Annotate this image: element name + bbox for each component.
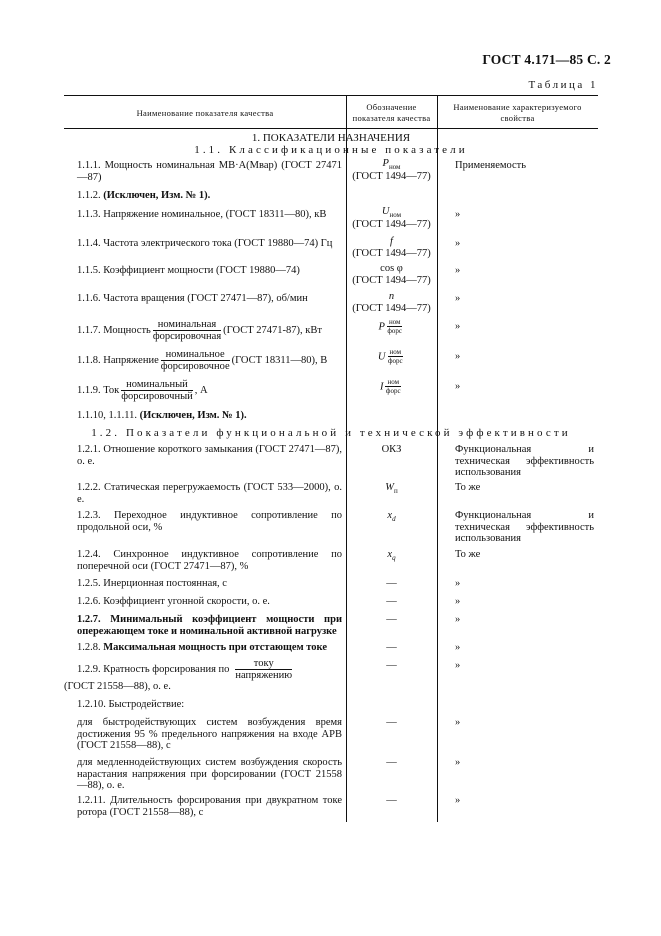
table-row: 1.2.6. Коэффициент угонной скорости, о. е. bbox=[77, 596, 270, 607]
symbol-cell: — bbox=[386, 795, 397, 806]
symbol-cell: — bbox=[386, 642, 397, 653]
column-header-property: Наименование характеризуемого свойства bbox=[453, 102, 582, 123]
table-row: 1.1.5. Коэффициент мощности (ГОСТ 19880—74) bbox=[77, 265, 300, 276]
property-cell: » bbox=[455, 578, 461, 589]
section-title: 1. ПОКАЗАТЕЛИ НАЗНАЧЕНИЯ bbox=[251, 132, 411, 144]
property-cell: » bbox=[455, 293, 461, 304]
table-row: 1.1.3. Напряжение номинальное, (ГОСТ 18311—80), кВ bbox=[77, 209, 327, 220]
symbol-cell: I $\frac{\text{ном}}{\text{форс}}$ bbox=[379, 378, 401, 395]
symbol-cell: $U_{ном}$ (ГОСТ 1494—77) bbox=[352, 206, 431, 230]
property-cell: То же bbox=[455, 482, 481, 493]
column-header-symbol: Обозначение показателя качества bbox=[352, 102, 431, 123]
property-cell: » bbox=[455, 642, 461, 653]
symbol-cell: — bbox=[386, 757, 397, 768]
subsection-title-1-1: 1.1. Классификационные показатели bbox=[194, 144, 468, 156]
property-cell: » bbox=[455, 660, 461, 671]
property-cell: » bbox=[455, 757, 461, 768]
table-row: 1.2.8. Максимальная мощность при отстающем токе bbox=[77, 642, 328, 653]
property-cell: Функциональная и техническая эффективность использования bbox=[455, 444, 594, 478]
property-cell: » bbox=[455, 717, 461, 728]
property-cell: » bbox=[455, 265, 461, 276]
symbol-cell: f (ГОСТ 1494—77) bbox=[352, 236, 431, 259]
symbol-cell: n (ГОСТ 1494—77) bbox=[352, 291, 431, 314]
table-row: 1.1.9. Ток $\frac{\text{номинальный}}{\text{форсировочный}}$ , А bbox=[77, 379, 208, 402]
table-row: 1.1.10, 1.1.11. (Исключен, Изм. № 1). bbox=[77, 410, 247, 421]
table-row: 1.1.7. Мощность $\frac{\text{номинальная}}{\text{форсировочная}}$ (ГОСТ 27471-87), кВт bbox=[77, 319, 322, 342]
table-row: 1.2.7. Минимальный коэффициент мощности при опережающем токе и номинальной активной нагрузке bbox=[77, 614, 342, 637]
property-cell: » bbox=[455, 351, 461, 362]
property-cell: » bbox=[455, 614, 461, 625]
symbol-cell: — bbox=[386, 578, 397, 589]
symbol-cell: $W_п$ bbox=[385, 482, 398, 495]
table-row: 1.2.1. Отношение короткого замыкания (ГОСТ 27471—87), о. е. bbox=[77, 444, 342, 467]
property-cell: » bbox=[455, 238, 461, 249]
property-cell: » bbox=[455, 795, 461, 806]
table-row: 1.1.1. Мощность номинальная МВ·А(Мвар) (ГОСТ 27471—87) bbox=[77, 160, 342, 183]
property-cell: » bbox=[455, 209, 461, 220]
property-cell: То же bbox=[455, 549, 481, 560]
symbol-cell: — bbox=[386, 596, 397, 607]
table-row: 1.1.4. Частота электрического тока (ГОСТ 19880—74) Гц bbox=[77, 238, 333, 249]
column-divider-1 bbox=[346, 95, 347, 822]
table-row: 1.1.6. Частота вращения (ГОСТ 27471—87), об/мин bbox=[77, 293, 308, 304]
table-row: 1.2.11. Длительность форсирования при двукратном токе ротора (ГОСТ 21558—88), с bbox=[77, 795, 342, 818]
property-cell: Применяемость bbox=[455, 160, 527, 171]
symbol-cell: — bbox=[386, 717, 397, 728]
symbol-cell: P $\frac{\text{ном}}{\text{форс}}$ bbox=[378, 318, 403, 335]
fraction: $\frac{\text{номинальный}}{\text{форсировочный}}$ bbox=[121, 379, 193, 402]
property-cell: » bbox=[455, 321, 461, 332]
symbol-cell: $x_d$ bbox=[387, 510, 396, 523]
table-row: 1.2.9. Кратность форсирования по $\frac{\text{току}}{\text{напряжению}}$ (ГОСТ 21558—88), о. е. bbox=[64, 658, 293, 692]
table-row: 1.2.10. Быстродействие: bbox=[77, 699, 185, 710]
symbol-cell: $P_{ном}$ (ГОСТ 1494—77) bbox=[352, 158, 431, 182]
table-row: 1.2.5. Инерционная постоянная, с bbox=[77, 578, 227, 589]
table-label: Таблица 1 bbox=[528, 79, 598, 91]
property-cell: Функциональная и техническая эффективность использования bbox=[455, 510, 594, 544]
table-row: 1.2.4. Синхронное индуктивное сопротивление по поперечной оси (ГОСТ 27471—87), % bbox=[77, 549, 342, 572]
property-cell: » bbox=[455, 381, 461, 392]
symbol-cell: — bbox=[386, 660, 397, 671]
symbol-cell: $x_q$ bbox=[387, 549, 396, 562]
symbol-cell: cos φ (ГОСТ 1494—77) bbox=[352, 263, 431, 286]
table-top-border bbox=[64, 95, 598, 96]
fraction: $\frac{\text{номинальная}}{\text{форсировочная}}$ bbox=[152, 319, 222, 342]
document-code-header: ГОСТ 4.171—85 С. 2 bbox=[482, 52, 611, 67]
column-header-name: Наименование показателя качества bbox=[136, 107, 274, 118]
table-row: 1.1.8. Напряжение $\frac{\text{номинальное}}{\text{форсировочное}}$ (ГОСТ 18311—80), В bbox=[77, 349, 328, 372]
symbol-cell: — bbox=[386, 614, 397, 625]
table-header-border bbox=[64, 128, 598, 129]
table-row: для быстродействующих систем возбуждения время достижения 95 % предельного напряжения на входе АРВ (ГОСТ 21558—88), с bbox=[77, 717, 342, 751]
table-row: 1.2.2. Статическая перегружаемость (ГОСТ 533—2000), о. е. bbox=[77, 482, 342, 505]
table-row: 1.2.3. Переходное индуктивное сопротивление по продольной оси, % bbox=[77, 510, 342, 533]
fraction: $\frac{\text{номинальное}}{\text{форсировочное}}$ bbox=[160, 349, 230, 372]
symbol-cell: U $\frac{\text{ном}}{\text{форс}}$ bbox=[377, 348, 403, 365]
table-row: 1.1.2. (Исключен, Изм. № 1). bbox=[77, 190, 211, 201]
fraction: $\frac{\text{току}}{\text{напряжению}}$ bbox=[235, 658, 293, 681]
table-row: для медленнодействующих систем возбуждения скорость нарастания напряжения при форсировании (ГОСТ 21558—88), о. е. bbox=[77, 757, 342, 791]
subsection-title-1-2: 1.2. Показатели функциональной и технической эффективности bbox=[91, 427, 571, 439]
property-cell: » bbox=[455, 596, 461, 607]
symbol-cell: ОКЗ bbox=[381, 444, 402, 455]
